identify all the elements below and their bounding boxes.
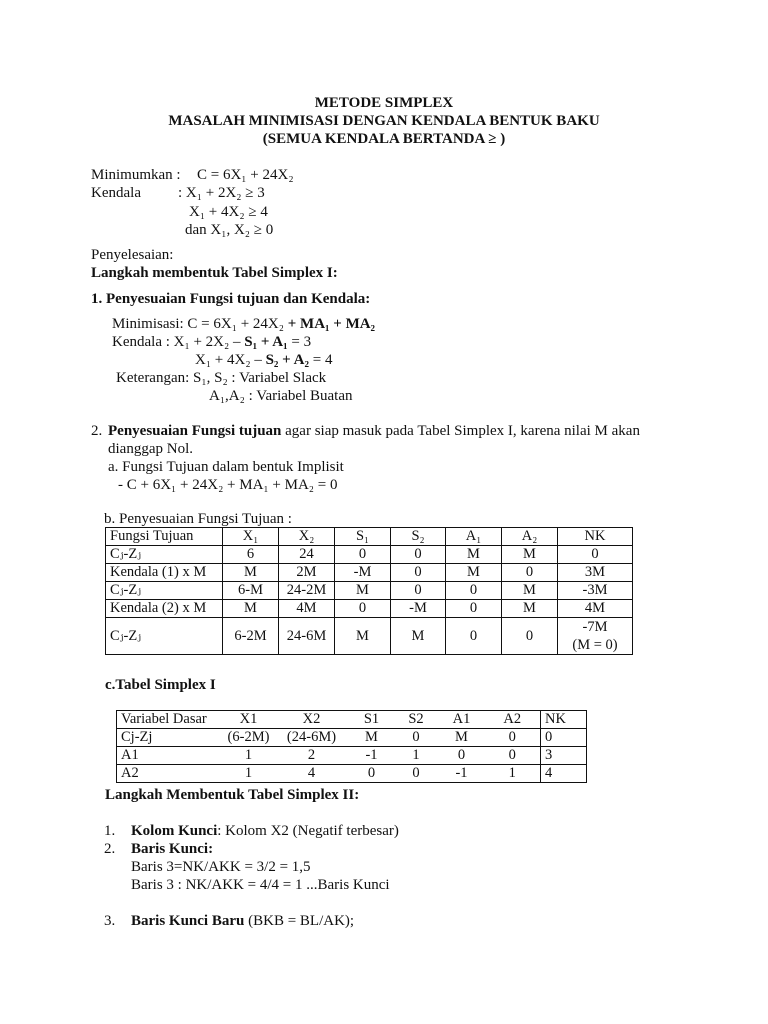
table-header-row (117, 711, 587, 729)
table-cell: 0 (394, 765, 439, 783)
nk-value: -7M (582, 619, 608, 635)
table-cell: 0 (439, 747, 485, 765)
table-cell: 3M (558, 564, 633, 582)
kendala-2-pre: X₁ + 4X₂ – (195, 352, 266, 368)
kendala-label: Kendala (91, 185, 141, 201)
item2-number: 2. (104, 841, 116, 857)
table-cell: 4 (274, 765, 350, 783)
table-cell: 0 (558, 546, 633, 564)
table-row (106, 582, 633, 600)
table-header-row (106, 528, 633, 546)
constraint-2: X₁ + 4X₂ ≥ 4 (189, 204, 268, 220)
table-cell: 6 (223, 546, 279, 564)
header-cell: NK (541, 711, 587, 729)
table-row (106, 600, 633, 618)
table-cell: -M (335, 564, 391, 582)
min-label: Minimumkan : (91, 167, 181, 183)
kendala-1-pre: Kendala : X₁ + 2X₂ – (112, 334, 245, 350)
kendala-2-rest: = 4 (308, 352, 333, 368)
table-row (106, 618, 633, 655)
step2a-expression: - C + 6X₁ + 24X₂ + MA₁ + MA₂ = 0 (118, 477, 338, 493)
step2-text-2: dianggap Nol. (108, 441, 193, 457)
table-cell: (24-6M) (274, 729, 350, 747)
table-cell: 0 (446, 600, 502, 618)
step1-title: 1. Penyesuaian Fungsi tujuan dan Kendala: (91, 291, 371, 307)
item3-bold: Baris Kunci Baru (131, 913, 245, 929)
table-cell: Cj-Zj (117, 729, 224, 747)
table-cell: 0 (446, 582, 502, 600)
header-cell: NK (558, 528, 633, 546)
min-expression: C = 6X₁ + 24X₂ (197, 167, 294, 183)
simplex1-title: c.Tabel Simplex I (105, 677, 216, 693)
doc-title: METODE SIMPLEX (314, 95, 454, 111)
table-cell-nk (558, 618, 633, 655)
minimisasi-expr: Minimisasi: C = 6X₁ + 24X₂ (112, 316, 284, 332)
table-cell: M (335, 582, 391, 600)
table-cell: 2 (274, 747, 350, 765)
table-row (106, 546, 633, 564)
table-cell: 0 (502, 564, 558, 582)
keterangan-buatan: A₁,A₂ : Variabel Buatan (209, 388, 353, 404)
table-cell: 24-2M (279, 582, 335, 600)
item2-line-1: Baris 3=NK/AKK = 3/2 = 1,5 (131, 859, 311, 875)
keterangan-slack: Keterangan: S₁, S₂ : Variabel Slack (116, 370, 327, 386)
table-row (117, 729, 587, 747)
item1-text: : Kolom X2 (Negatif terbesar) (217, 823, 399, 839)
table-cell: -M (391, 600, 446, 618)
table-cell: M (335, 618, 391, 655)
step2-line (108, 422, 678, 440)
table-cell: M (223, 564, 279, 582)
table-cell: 0 (335, 546, 391, 564)
table-cell: A2 (117, 765, 224, 783)
table-cell: 1 (224, 765, 274, 783)
table-cell: M (391, 618, 446, 655)
header-cell: S₂ (391, 528, 446, 546)
item1-bold: Kolom Kunci (131, 823, 218, 839)
table-row (106, 564, 633, 582)
table-cell: (6-2M) (224, 729, 274, 747)
table-cell: -3M (558, 582, 633, 600)
step2a-label: a. Fungsi Tujuan dalam bentuk Implisit (108, 459, 344, 475)
table-cell: M (446, 546, 502, 564)
table-cell: 0 (394, 729, 439, 747)
header-cell: Variabel Dasar (117, 711, 224, 729)
header-cell: A₁ (446, 528, 502, 546)
table-cell: 0 (485, 747, 541, 765)
doc-subtitle: MASALAH MINIMISASI DENGAN KENDALA BENTUK BAKU (168, 113, 600, 129)
table-cell: M (223, 600, 279, 618)
header-cell: Fungsi Tujuan (106, 528, 223, 546)
minimisasi-line (112, 315, 375, 333)
table-cell: -1 (350, 747, 394, 765)
table-cell: Cⱼ-Zⱼ (106, 582, 223, 600)
table-cell: 0 (391, 564, 446, 582)
table-cell: 24 (279, 546, 335, 564)
header-cell: S₁ (335, 528, 391, 546)
table-cell: M (350, 729, 394, 747)
table-cell: 6-M (223, 582, 279, 600)
table-cell: 3 (541, 747, 587, 765)
table-row (117, 747, 587, 765)
table-cell: 0 (541, 729, 587, 747)
item2-line-2: Baris 3 : NK/AKK = 4/4 = 1 ...Baris Kunci (131, 877, 390, 893)
table-cell: 1 (394, 747, 439, 765)
langkah-title: Langkah membentuk Tabel Simplex I: (91, 265, 338, 281)
table-cell: M (502, 546, 558, 564)
table-row (117, 765, 587, 783)
table-cell: 4 (541, 765, 587, 783)
header-cell: X₂ (279, 528, 335, 546)
simplex2-title: Langkah Membentuk Tabel Simplex II: (105, 787, 360, 803)
item3-line (131, 912, 354, 930)
header-cell: X2 (274, 711, 350, 729)
constraint-nonneg: dan X₁, X₂ ≥ 0 (185, 222, 274, 238)
table-cell: 24-6M (279, 618, 335, 655)
table-cell: 0 (350, 765, 394, 783)
table-cell: 0 (502, 618, 558, 655)
table-cell: M (446, 564, 502, 582)
table-cell: 0 (391, 582, 446, 600)
item1-number: 1. (104, 823, 116, 839)
table-cell: 0 (335, 600, 391, 618)
step2-number: 2. (91, 423, 103, 439)
header-cell: S1 (350, 711, 394, 729)
kendala-1-rest: = 3 (287, 334, 312, 350)
table-cell: 0 (446, 618, 502, 655)
penyelesaian-label: Penyelesaian: (91, 247, 174, 263)
header-cell: A1 (439, 711, 485, 729)
kendala-2-bold: S₂ + A₂ (265, 352, 309, 368)
table-cell: 6-2M (223, 618, 279, 655)
table-cell: -1 (439, 765, 485, 783)
table-cell: 4M (558, 600, 633, 618)
constraint-1: : X₁ + 2X₂ ≥ 3 (178, 185, 265, 201)
table-cell: Cⱼ-Zⱼ (106, 618, 223, 655)
step2-bold: Penyesuaian Fungsi tujuan (108, 423, 282, 439)
table-cell: M (502, 582, 558, 600)
table-cell: A1 (117, 747, 224, 765)
header-cell: X₁ (223, 528, 279, 546)
table-cell: M (439, 729, 485, 747)
header-cell: A2 (485, 711, 541, 729)
doc-subtitle-2: (SEMUA KENDALA BERTANDA ≥ ) (262, 131, 506, 147)
table-cell: Kendala (2) x M (106, 600, 223, 618)
table-cell: 1 (485, 765, 541, 783)
kendala-line-2 (195, 351, 332, 369)
step2b-label: b. Penyesuaian Fungsi Tujuan : (104, 511, 292, 527)
item3-text: (BKB = BL/AK); (244, 913, 355, 929)
header-cell: A₂ (502, 528, 558, 546)
header-cell: S2 (394, 711, 439, 729)
table-cell: Cⱼ-Zⱼ (106, 546, 223, 564)
table-cell: 2M (279, 564, 335, 582)
item2-bold: Baris Kunci: (131, 841, 214, 857)
simplex1-table (116, 710, 587, 783)
header-cell: X1 (224, 711, 274, 729)
item1-line (131, 822, 399, 840)
table-cell: Kendala (1) x M (106, 564, 223, 582)
table-cell: 0 (391, 546, 446, 564)
step2-text: agar siap masuk pada Tabel Simplex I, karena nilai M akan (281, 423, 640, 439)
nk-note: (M = 0) (572, 637, 618, 653)
table-cell: 4M (279, 600, 335, 618)
kendala-1-bold: S₁ + A₁ (244, 334, 288, 350)
table-cell: 1 (224, 747, 274, 765)
kendala-line-1 (112, 333, 311, 351)
fungsi-tujuan-table (105, 527, 633, 655)
minimisasi-artificial: + MA₁ + MA₂ (283, 316, 376, 332)
item3-number: 3. (104, 913, 116, 929)
table-cell: M (502, 600, 558, 618)
table-cell: 0 (485, 729, 541, 747)
